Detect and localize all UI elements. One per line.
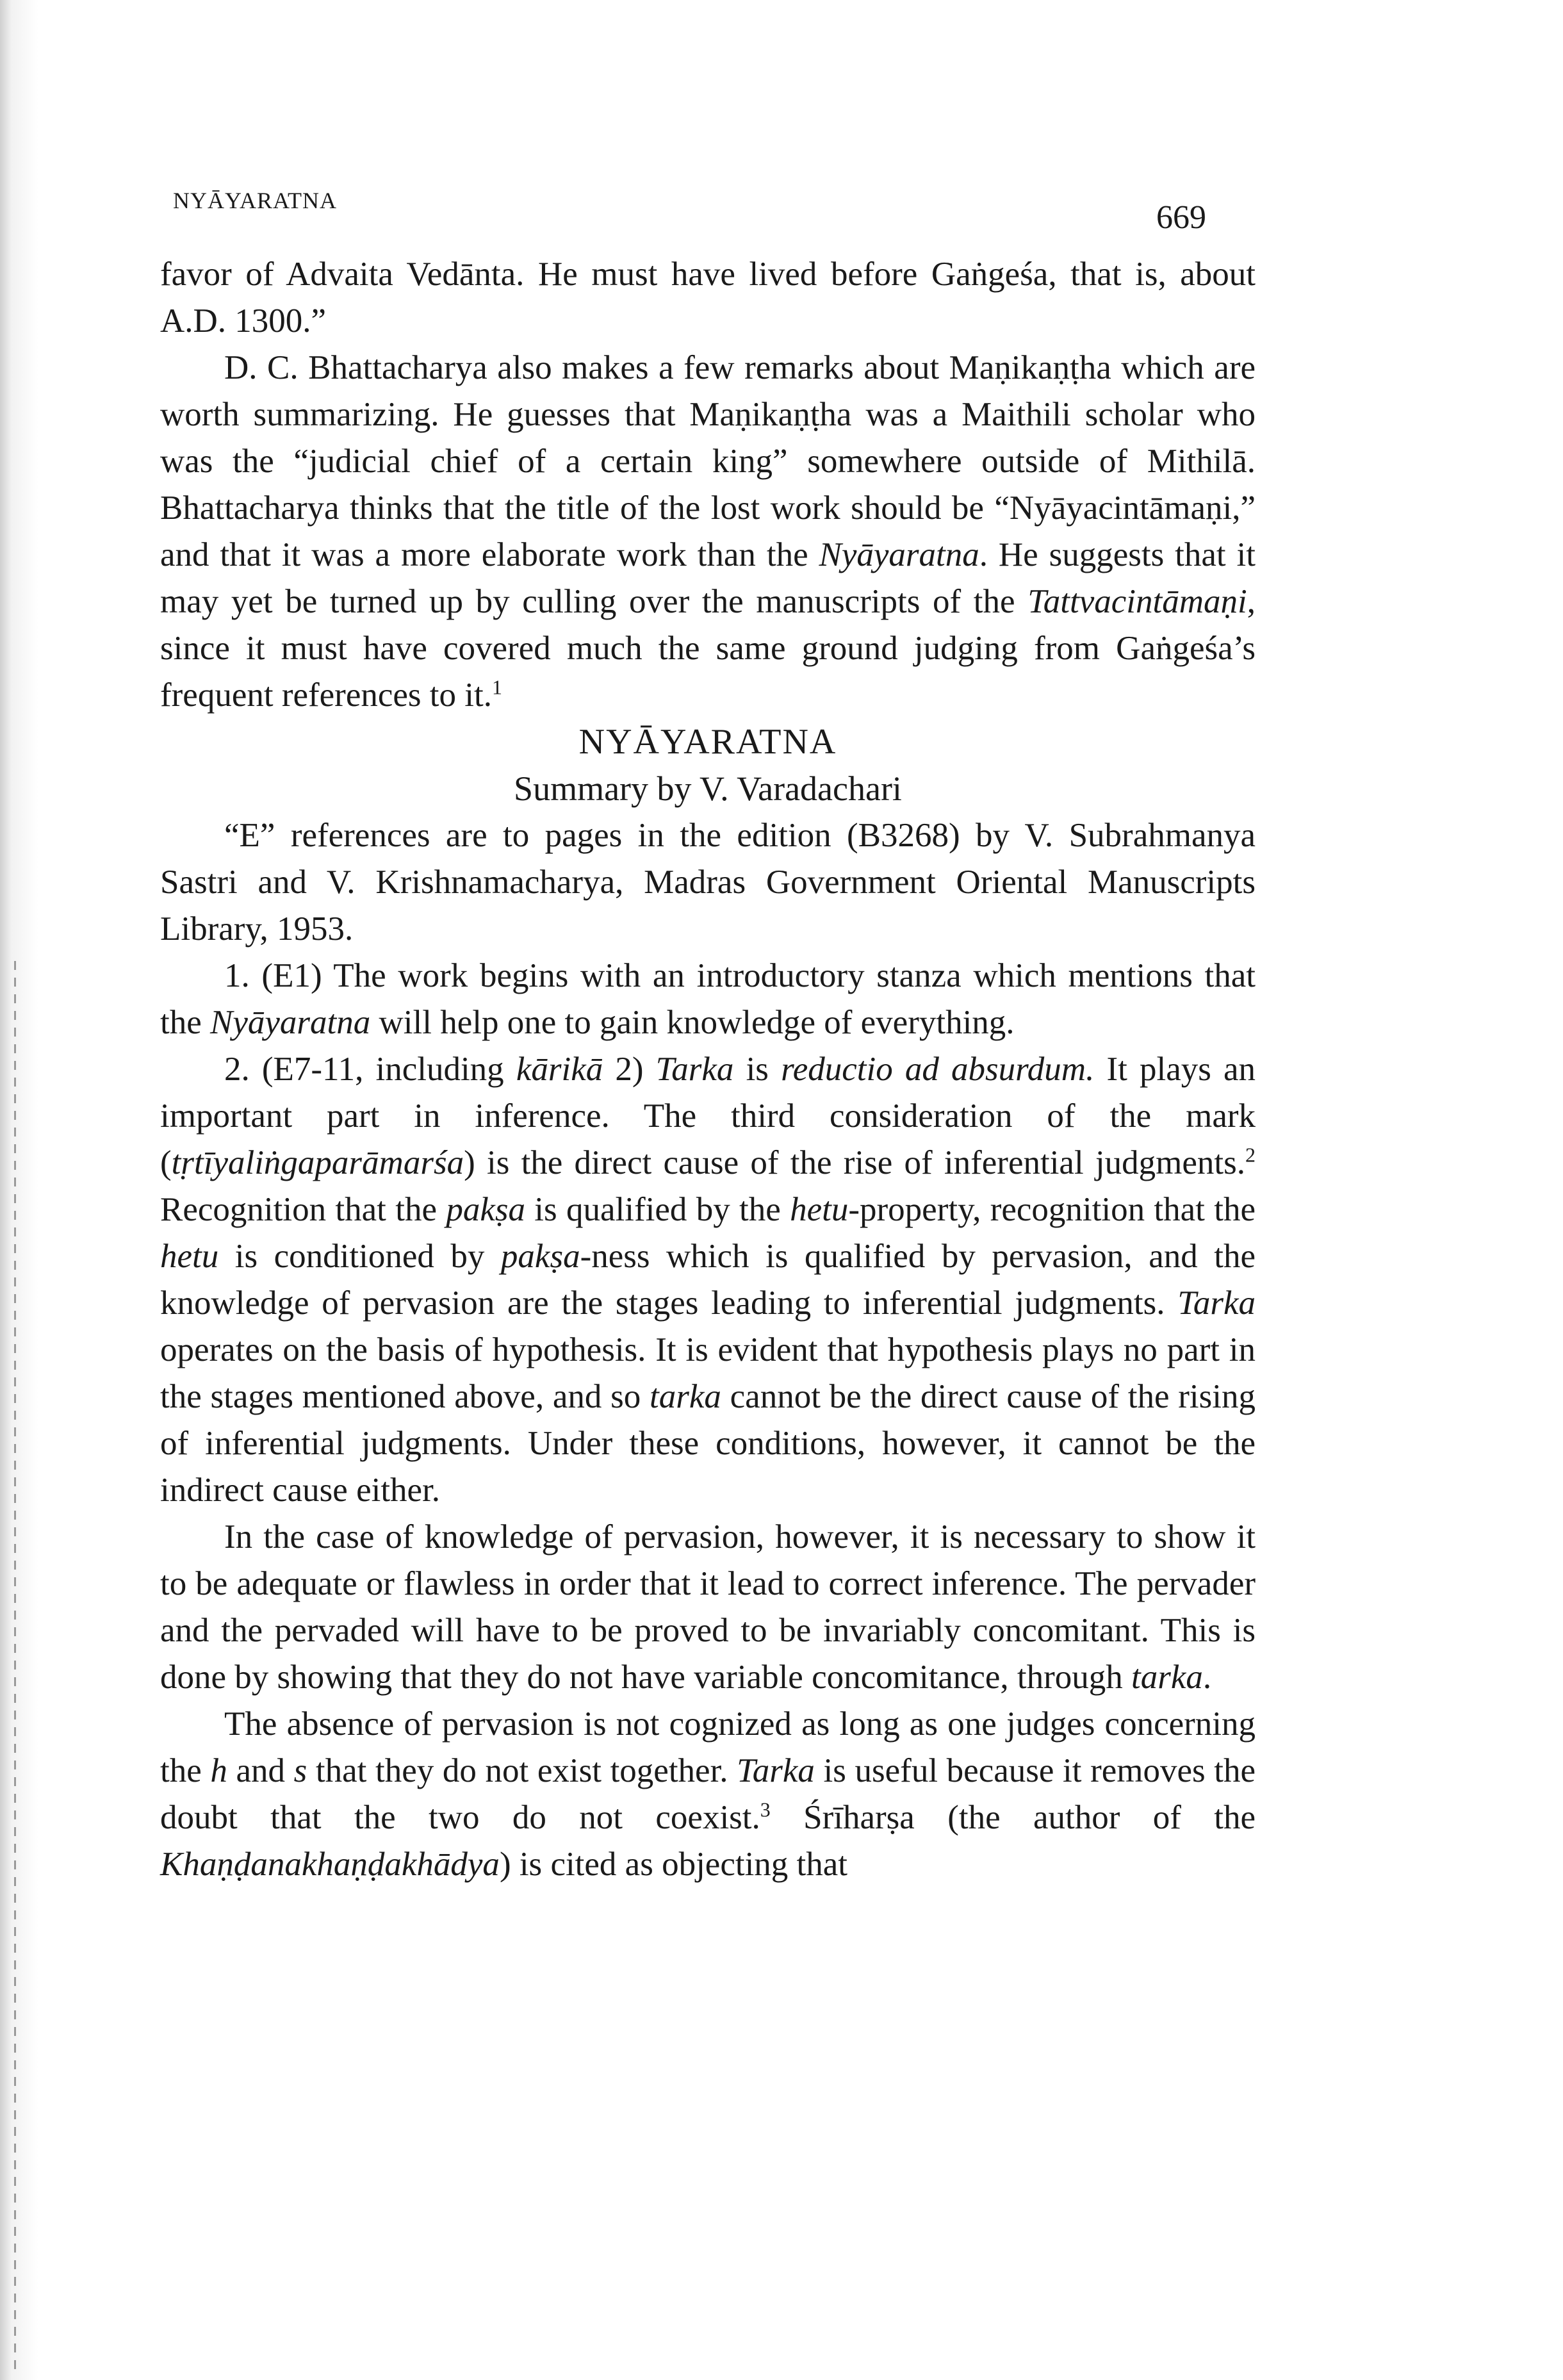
text-run: Śrīharṣa (the author of the: [770, 1799, 1256, 1836]
text-run: and: [227, 1752, 294, 1789]
text-run: .: [1202, 1659, 1212, 1696]
term: pakṣa: [446, 1191, 525, 1228]
paragraph-continuation: favor of Advaita Vedānta. He must have lived before Gaṅgeśa, that is, about A.D. 1300.”: [160, 256, 1256, 340]
term: Tarka: [737, 1752, 815, 1789]
paragraph-references-note: “E” references are to pages in the edition (B3268) by V. Subrahmanya Sastri and V. Krishnamacharya, Madras Government Oriental Manuscripts Library, 1953.: [160, 817, 1256, 948]
footnote-marker: 2: [1245, 1143, 1256, 1167]
term: s: [293, 1752, 307, 1789]
term: hetu: [790, 1191, 849, 1228]
text-run: ) is the direct cause of the rise of inferential judgments.: [464, 1144, 1245, 1181]
paragraph-absence-of-pervasion: [160, 1701, 1256, 1888]
text-run: 2): [603, 1051, 656, 1088]
term: tṛtīyaliṅgaparāmarśa: [171, 1144, 464, 1181]
text-run: -ness which is qualified by pervasion, and the knowledge of pervasion are the stages leading to inferential judgments.: [160, 1238, 1256, 1322]
work-title: Khaṇḍanakhaṇḍakhādya: [160, 1846, 500, 1883]
page-number: 669: [1156, 199, 1206, 236]
paragraph-pervasion: [160, 1514, 1256, 1701]
summary-byline: Summary by V. Varadachari: [514, 769, 902, 808]
paragraph-item-1: [160, 953, 1256, 1046]
term: tarka: [1131, 1659, 1203, 1696]
text-run: is qualified by the: [525, 1191, 790, 1228]
term: Tarka: [655, 1051, 734, 1088]
text-run: operates on the basis of hypothesis. It is evident that hypothesis plays no part in the stages mentioned above, and so: [160, 1331, 1256, 1415]
paragraph-bhattacharya: [160, 345, 1256, 719]
footnote-marker: 3: [760, 1798, 771, 1821]
page-binding-edge: [0, 0, 38, 2380]
text-run: will help one to gain knowledge of everything.: [370, 1004, 1015, 1041]
text-run: D. C. Bhattacharya also makes a few remarks about Maṇikaṇṭha which are worth summarizing. He guesses that Maṇikaṇṭha was a Maithili scholar who was the “judicial chief of a certain king” somewhere outside of Mithilā. Bhattacharya thinks that the title of the lost work should be “Nyāyacintāmaṇi,” and that it was a more elaborate work than the: [160, 349, 1256, 573]
footnote-marker: 1: [491, 675, 502, 699]
text-run: ) is cited as objecting that: [499, 1846, 848, 1883]
text-run: cannot be the direct cause of the rising of inferential judgments. Under these conditions, however, it cannot be the indirect cause either.: [160, 1378, 1256, 1509]
text-run: In the case of knowledge of pervasion, however, it is necessary to show it to be adequate or flawless in order that it lead to correct inference. The pervader and the pervaded will have to be proved to be invariably concomitant. This is done by showing that they do not have variable concomitance, through: [160, 1518, 1256, 1696]
paragraph-item-2: [160, 1046, 1256, 1514]
term: hetu: [160, 1238, 219, 1275]
work-title: Nyāyaratna: [819, 536, 979, 573]
text-run: is: [733, 1051, 782, 1088]
text-run: is useful because it removes the doubt that the two do not coexist.: [160, 1752, 1256, 1836]
term: pakṣa: [500, 1238, 580, 1275]
text-run: 2. (E7-11, including: [224, 1051, 516, 1088]
section-title: NYĀYARATNA: [578, 722, 837, 762]
body-text: [160, 251, 1256, 1888]
text-run: , since it must have covered much the same ground judging from Gaṅgeśa’s frequent references to it.: [160, 583, 1256, 714]
text-run: It plays an important part in inference. The third consideration of the mark (: [160, 1051, 1256, 1181]
text-run: that they do not exist together.: [307, 1752, 737, 1789]
text-run: is conditioned by: [218, 1238, 501, 1275]
running-head: NYĀYARATNA: [173, 188, 338, 213]
term: h: [210, 1752, 227, 1789]
text-run: . He suggests that it may yet be turned up by culling over the manuscripts of the: [160, 536, 1256, 620]
work-title: Nyāyaratna: [210, 1004, 371, 1041]
term: tarka: [650, 1378, 721, 1415]
text-run: 1. (E1) The work begins with an introductory stanza which mentions that the: [160, 957, 1256, 1041]
work-title: Tattvacintāmaṇi: [1027, 583, 1247, 620]
term: reductio ad absurdum.: [781, 1051, 1095, 1088]
text-run: Recognition that the: [160, 1191, 446, 1228]
term: Tarka: [1177, 1284, 1256, 1322]
term: kārikā: [516, 1051, 603, 1088]
text-run: -property, recognition that the: [848, 1191, 1256, 1228]
text-run: The absence of pervasion is not cognized as long as one judges concerning the: [160, 1705, 1256, 1789]
